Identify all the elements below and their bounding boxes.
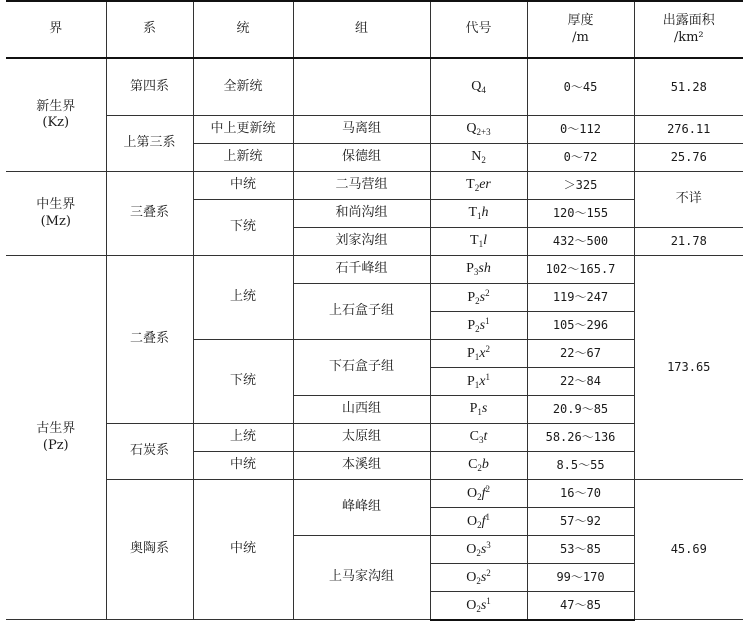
series-cell: 下统	[193, 340, 293, 424]
thickness-cell: 102～165.7	[527, 256, 634, 284]
area-cell: 173.65	[634, 256, 743, 480]
thickness-cell: 57～92	[527, 508, 634, 536]
formation-cell: 山西组	[293, 396, 430, 424]
code-cell: $P_2s^1$	[430, 312, 527, 340]
series-cell: 中统	[193, 452, 293, 480]
code-cell: $O_2s^3$	[430, 536, 527, 564]
header-thickness-label: 厚度	[567, 13, 594, 29]
header-series: 统	[193, 1, 293, 58]
era-cell-mesozoic	[6, 172, 106, 256]
thickness-cell: 16～70	[527, 480, 634, 508]
era-code: (Mz)	[40, 213, 71, 229]
thickness-cell: 99～170	[527, 564, 634, 592]
series-cell: 全新统	[193, 58, 293, 116]
code-cell: $P_1x^1$	[430, 368, 527, 396]
area-cell: 不详	[634, 172, 743, 228]
era-cell-cenozoic	[6, 58, 106, 172]
era-cell-paleozoic	[6, 256, 106, 620]
thickness-cell: 22～84	[527, 368, 634, 396]
area-cell: 45.69	[634, 480, 743, 620]
table-header-row	[6, 1, 743, 58]
header-thickness-unit: /m	[572, 29, 589, 45]
thickness-cell: 58.26～136	[527, 424, 634, 452]
table-row	[6, 116, 743, 144]
table-row	[6, 424, 743, 452]
formation-cell: 上石盒子组	[293, 284, 430, 340]
thickness-cell: 0～112	[527, 116, 634, 144]
series-cell: 下统	[193, 200, 293, 256]
code-cell: $C_3t$	[430, 424, 527, 452]
formation-cell: 上马家沟组	[293, 536, 430, 620]
header-area	[634, 1, 743, 58]
era-code: (Pz)	[42, 437, 69, 453]
header-thickness	[527, 1, 634, 58]
formation-cell: 下石盒子组	[293, 340, 430, 396]
code-cell: $O_2s^2$	[430, 564, 527, 592]
thickness-cell: ＞325	[527, 172, 634, 200]
thickness-cell: 105～296	[527, 312, 634, 340]
code-cell: $O_2s^1$	[430, 592, 527, 620]
header-system: 系	[106, 1, 193, 58]
thickness-cell: 119～247	[527, 284, 634, 312]
formation-cell: 二马营组	[293, 172, 430, 200]
code-cell: $T_1l$	[430, 228, 527, 256]
table-row	[6, 58, 743, 116]
table-row	[6, 172, 743, 200]
code-cell: $P_1x^2$	[430, 340, 527, 368]
thickness-cell: 20.9～85	[527, 396, 634, 424]
code-cell: $C_2b$	[430, 452, 527, 480]
thickness-cell: 120～155	[527, 200, 634, 228]
area-cell: 51.28	[634, 58, 743, 116]
table-row	[6, 480, 743, 508]
formation-cell: 马离组	[293, 116, 430, 144]
era-code: (Kz)	[42, 115, 70, 130]
header-code: 代号	[430, 1, 527, 58]
code-cell: $P_3sh$	[430, 256, 527, 284]
era-name: 中生界	[36, 197, 76, 213]
code-cell: $O_2f^1$	[430, 508, 527, 536]
formation-cell: 刘家沟组	[293, 228, 430, 256]
header-formation: 组	[293, 1, 430, 58]
formation-cell: 保德组	[293, 144, 430, 172]
code-cell: $T_2er$	[430, 172, 527, 200]
header-era: 界	[6, 1, 106, 58]
thickness-cell: 432～500	[527, 228, 634, 256]
system-cell: 第四系	[106, 58, 193, 116]
era-name: 新生界	[36, 98, 76, 114]
formation-cell: 本溪组	[293, 452, 430, 480]
formation-cell: 峰峰组	[293, 480, 430, 536]
formation-cell: 太原组	[293, 424, 430, 452]
thickness-cell: 22～67	[527, 340, 634, 368]
system-cell: 二叠系	[106, 256, 193, 424]
header-area-label: 出露面积	[662, 13, 715, 29]
thickness-cell: 47～85	[527, 592, 634, 620]
system-cell: 石炭系	[106, 424, 193, 480]
code-cell: $Q_{2+3}$	[430, 116, 527, 144]
code-cell: $P_1s$	[430, 396, 527, 424]
system-cell: 三叠系	[106, 172, 193, 256]
series-cell: 上统	[193, 256, 293, 340]
series-cell: 中统	[193, 172, 293, 200]
code-cell: $O_2f^2$	[430, 480, 527, 508]
code-cell: $N_2$	[430, 144, 527, 172]
area-cell: 21.78	[634, 228, 743, 256]
thickness-cell: 8.5～55	[527, 452, 634, 480]
series-cell: 上统	[193, 424, 293, 452]
thickness-cell: 0～45	[527, 58, 634, 116]
system-cell: 上第三系	[106, 116, 193, 172]
series-cell: 中上更新统	[193, 116, 293, 144]
area-cell: 25.76	[634, 144, 743, 172]
stratigraphy-table	[6, 0, 743, 621]
formation-cell: 和尚沟组	[293, 200, 430, 228]
code-cell: $Q_4$	[430, 58, 527, 116]
series-cell: 中统	[193, 480, 293, 620]
formation-cell: 石千峰组	[293, 256, 430, 284]
area-cell: 276.11	[634, 116, 743, 144]
era-name: 古生界	[36, 421, 76, 437]
header-area-unit: /km²	[673, 29, 704, 45]
thickness-cell: 53～85	[527, 536, 634, 564]
system-cell: 奥陶系	[106, 480, 193, 620]
formation-cell-empty	[293, 58, 430, 116]
code-cell: $T_1h$	[430, 200, 527, 228]
thickness-cell: 0～72	[527, 144, 634, 172]
code-cell: $P_2s^2$	[430, 284, 527, 312]
series-cell: 上新统	[193, 144, 293, 172]
table-row	[6, 256, 743, 284]
